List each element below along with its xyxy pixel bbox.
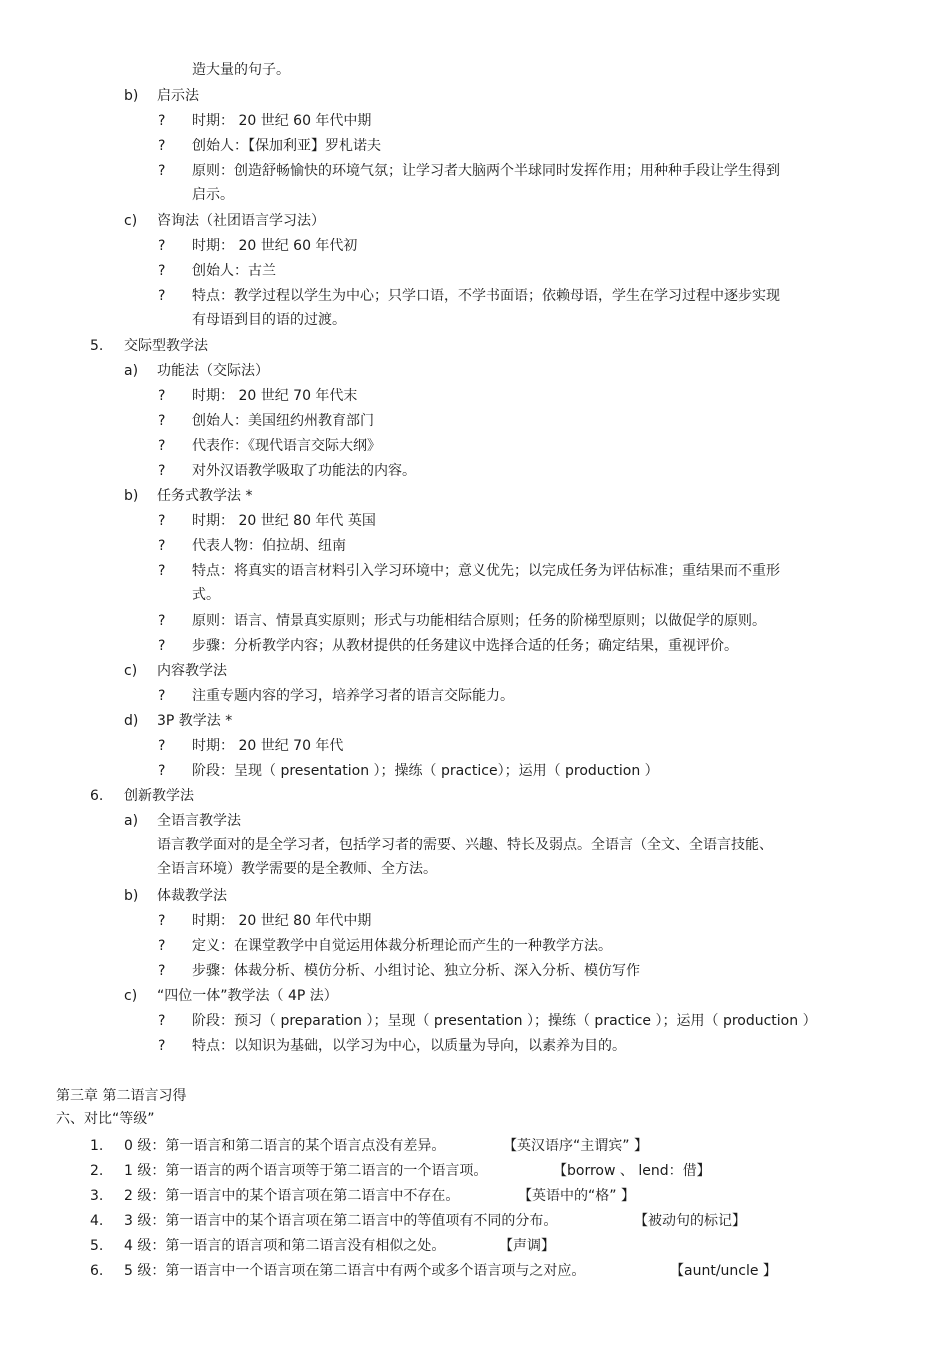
line-text: 体裁教学法 — [157, 888, 227, 904]
list-marker: 4. — [90, 1213, 104, 1229]
list-marker: a) — [124, 813, 139, 829]
line-text: 特点：以知识为基础，以学习为中心，以质量为导向，以素养为目的。 — [192, 1038, 626, 1054]
line-text: 4 级：第一语言的语言项和第二语言没有相似之处。 — [124, 1238, 446, 1254]
line-text: 式。 — [192, 587, 220, 603]
list-marker: c) — [124, 213, 138, 229]
list-marker: ? — [158, 513, 166, 529]
line-text: 启示法 — [157, 88, 199, 104]
line-text: 咨询法（社团语言学习法） — [157, 213, 325, 229]
list-marker: ? — [158, 538, 166, 554]
list-marker: 1. — [90, 1138, 104, 1154]
line-text: 创始人：古兰 — [192, 263, 276, 279]
line-text: 创新教学法 — [124, 788, 194, 804]
list-marker: ? — [158, 688, 166, 704]
line-text: 3 级：第一语言中的某个语言项在第二语言中的等值项有不同的分布。 — [124, 1213, 558, 1229]
list-marker: ? — [158, 263, 166, 279]
example-note: 【英语中的“格” 】 — [518, 1188, 635, 1204]
list-marker: ? — [158, 463, 166, 479]
list-marker: 5. — [90, 1238, 104, 1254]
line-text: 六、对比“等级” — [56, 1111, 155, 1127]
line-text: 0 级：第一语言和第二语言的某个语言点没有差异。 — [124, 1138, 446, 1154]
list-marker: ? — [158, 613, 166, 629]
line-text: 代表作：《现代语言交际大纲》 — [192, 438, 381, 454]
line-text: 时期： 20 世纪 70 年代末 — [192, 388, 358, 404]
list-marker: b) — [124, 888, 139, 904]
list-marker: d) — [124, 713, 139, 729]
line-text: 特点：教学过程以学生为中心；只学口语，不学书面语；依赖母语，学生在学习过程中逐步实现 — [192, 288, 780, 304]
list-marker: 5. — [90, 338, 104, 354]
line-text: 定义：在课堂教学中自觉运用体裁分析理论而产生的一种教学方法。 — [192, 938, 612, 954]
list-marker: a) — [124, 363, 139, 379]
list-marker: ? — [158, 938, 166, 954]
example-note: 【borrow 、 lend：借】 — [553, 1163, 711, 1179]
list-marker: b) — [124, 488, 139, 504]
line-text: 启示。 — [192, 187, 234, 203]
line-text: 时期： 20 世纪 60 年代初 — [192, 238, 358, 254]
list-marker: ? — [158, 913, 166, 929]
line-text: 阶段：预习（ preparation ）；呈现（ presentation ）；操练（ practice ）；运用（ production ） — [192, 1013, 817, 1029]
list-marker: ? — [158, 438, 166, 454]
list-marker: ? — [158, 238, 166, 254]
list-marker: ? — [158, 113, 166, 129]
list-marker: ? — [158, 763, 166, 779]
list-marker: ? — [158, 1013, 166, 1029]
list-marker: ? — [158, 1038, 166, 1054]
list-marker: ? — [158, 963, 166, 979]
list-marker: ? — [158, 163, 166, 179]
list-marker: ? — [158, 288, 166, 304]
line-text: 代表人物：伯拉胡、纽南 — [192, 538, 346, 554]
line-text: 交际型教学法 — [124, 338, 208, 354]
list-marker: c) — [124, 663, 138, 679]
line-text: 特点：将真实的语言材料引入学习环境中；意义优先；以完成任务为评估标准；重结果而不重形 — [192, 563, 780, 579]
list-marker: c) — [124, 988, 138, 1004]
line-text: 时期： 20 世纪 60 年代中期 — [192, 113, 372, 129]
line-text: 注重专题内容的学习，培养学习者的语言交际能力。 — [192, 688, 514, 704]
line-text: 步骤：体裁分析、模仿分析、小组讨论、独立分析、深入分析、模仿写作 — [192, 963, 640, 979]
line-text: 创始人：【保加利亚】罗札诺夫 — [192, 138, 381, 154]
line-text: 功能法（交际法） — [157, 363, 269, 379]
line-text: 有母语到目的语的过渡。 — [192, 312, 346, 328]
list-marker: ? — [158, 738, 166, 754]
line-text: 全语言教学法 — [157, 813, 241, 829]
line-text: 语言教学面对的是全学习者，包括学习者的需要、兴趣、特长及弱点。全语言（全文、全语言技能、 — [157, 837, 773, 853]
line-text: 创始人：美国纽约州教育部门 — [192, 413, 374, 429]
line-text: 时期： 20 世纪 80 年代中期 — [192, 913, 372, 929]
list-marker: 2. — [90, 1163, 104, 1179]
example-note: 【aunt/uncle 】 — [670, 1263, 777, 1279]
line-text: 任务式教学法 * — [157, 488, 253, 504]
list-marker: ? — [158, 388, 166, 404]
example-note: 【英汉语序“主谓宾” 】 — [503, 1138, 648, 1154]
line-text: 第三章 第二语言习得 — [56, 1088, 187, 1104]
list-marker: 6. — [90, 788, 104, 804]
line-text: 阶段：呈现（ presentation ）；操练（ practice）；运用（ production ） — [192, 763, 659, 779]
line-text: “四位一体”教学法（ 4P 法） — [157, 988, 338, 1004]
list-marker: 6. — [90, 1263, 104, 1279]
line-text: 步骤：分析教学内容；从教材提供的任务建议中选择合适的任务；确定结果，重视评价。 — [192, 638, 738, 654]
list-marker: b) — [124, 88, 139, 104]
line-text: 时期： 20 世纪 70 年代 — [192, 738, 344, 754]
example-note: 【声调】 — [499, 1238, 555, 1254]
list-marker: ? — [158, 138, 166, 154]
line-text: 原则：语言、情景真实原则；形式与功能相结合原则；任务的阶梯型原则；以做促学的原则。 — [192, 613, 766, 629]
list-marker: ? — [158, 563, 166, 579]
list-marker: ? — [158, 638, 166, 654]
line-text: 造大量的句子。 — [192, 62, 290, 78]
line-text: 3P 教学法 * — [157, 713, 233, 729]
example-note: 【被动句的标记】 — [634, 1213, 746, 1229]
line-text: 全语言环境）教学需要的是全教师、全方法。 — [157, 861, 437, 877]
list-marker: 3. — [90, 1188, 104, 1204]
list-marker: ? — [158, 413, 166, 429]
line-text: 1 级：第一语言的两个语言项等于第二语言的一个语言项。 — [124, 1163, 488, 1179]
line-text: 5 级：第一语言中一个语言项在第二语言中有两个或多个语言项与之对应。 — [124, 1263, 586, 1279]
line-text: 内容教学法 — [157, 663, 227, 679]
line-text: 原则：创造舒畅愉快的环境气氛；让学习者大脑两个半球同时发挥作用；用种种手段让学生得到 — [192, 163, 780, 179]
line-text: 时期： 20 世纪 80 年代 英国 — [192, 513, 376, 529]
line-text: 对外汉语教学吸取了功能法的内容。 — [192, 463, 416, 479]
line-text: 2 级：第一语言中的某个语言项在第二语言中不存在。 — [124, 1188, 460, 1204]
